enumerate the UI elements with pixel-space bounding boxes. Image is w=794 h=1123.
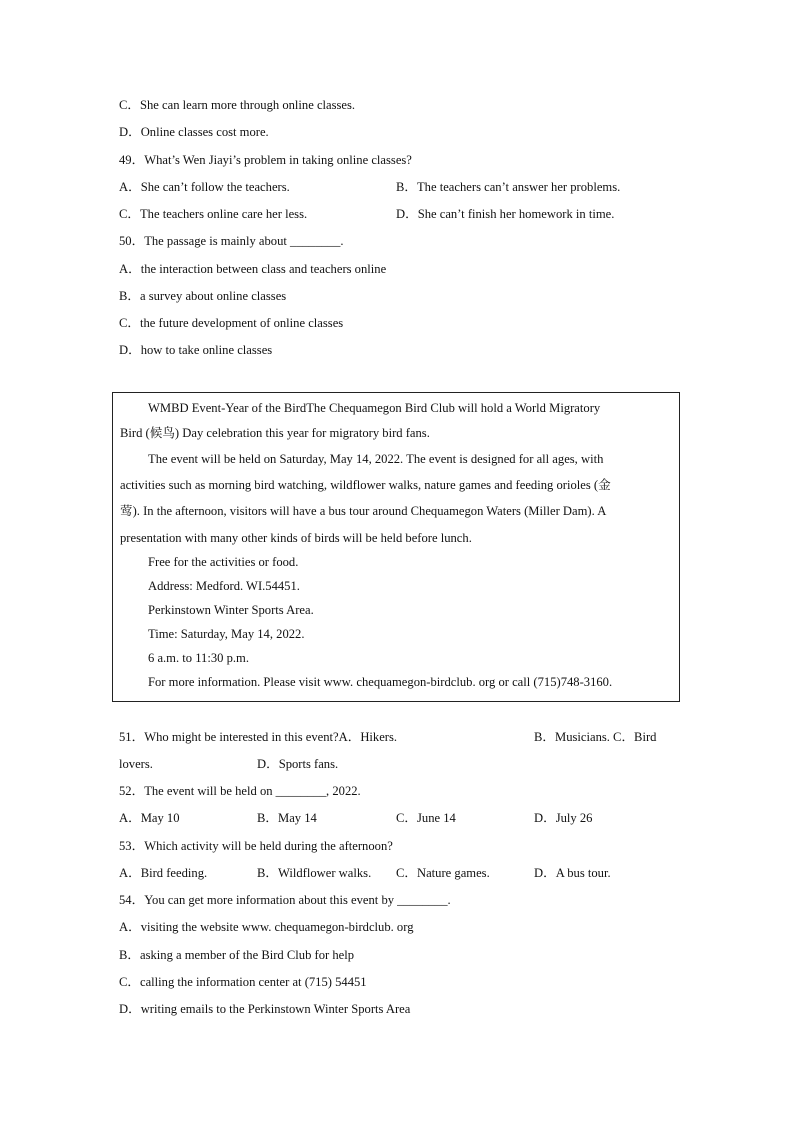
reading-passage-box — [112, 392, 680, 702]
passage-time: Time: Saturday, May 14, 2022. — [148, 627, 305, 641]
q49-option-b: B．The teachers can’t answer her problems. — [396, 180, 621, 194]
q50-option-b: B．a survey about online classes — [119, 289, 287, 303]
q53-option-d: D．A bus tour. — [534, 866, 611, 880]
q49-option-c: C．The teachers online care her less. — [119, 207, 308, 221]
q50-option-c: C．the future development of online classes — [119, 316, 344, 330]
q51-question: 51．Who might be interested in this event?A．Hikers. — [119, 730, 398, 744]
passage-address: Address: Medford. WI.54451. — [148, 579, 300, 593]
passage-line-5: 莺). In the afternoon, visitors will have a bus tour around Chequamegon Waters (Miller Dam). A — [120, 504, 607, 518]
q52-option-c: C．June 14 — [396, 811, 456, 825]
q51-options-bc: B．Musicians. C．Bird — [534, 730, 657, 744]
q53-option-b: B．Wildflower walks. — [257, 866, 372, 880]
q50-option-d: D．how to take online classes — [119, 343, 273, 357]
q52-option-d: D．July 26 — [534, 811, 593, 825]
q52-option-a: A．May 10 — [119, 811, 180, 825]
q48-option-c: C．She can learn more through online classes. — [119, 98, 356, 112]
q54-option-a: A．visiting the website www. chequamegon-birdclub. org — [119, 920, 414, 934]
passage-line-1: WMBD Event-Year of the BirdThe Chequamegon Bird Club will hold a World Migratory — [148, 401, 601, 415]
q50-option-a: A．the interaction between class and teachers online — [119, 262, 387, 276]
q49-option-a: A．She can’t follow the teachers. — [119, 180, 290, 194]
passage-line-3: The event will be held on Saturday, May 14, 2022. The event is designed for all ages, with — [148, 452, 604, 466]
q53-option-a: A．Bird feeding. — [119, 866, 208, 880]
q51-option-d: D．Sports fans. — [257, 757, 339, 771]
q54-option-c: C．calling the information center at (715) 54451 — [119, 975, 367, 989]
q54-question: 54．You can get more information about this event by ________. — [119, 893, 451, 907]
q54-option-d: D．writing emails to the Perkinstown Winter Sports Area — [119, 1002, 411, 1016]
passage-venue: Perkinstown Winter Sports Area. — [148, 603, 314, 617]
q52-option-b: B．May 14 — [257, 811, 317, 825]
q53-option-c: C．Nature games. — [396, 866, 490, 880]
passage-line-6: presentation with many other kinds of birds will be held before lunch. — [120, 531, 472, 545]
q52-question: 52．The event will be held on ________, 2022. — [119, 784, 361, 798]
passage-line-4: activities such as morning bird watching, wildflower walks, nature games and feeding orioles (金 — [120, 478, 611, 492]
q49-question: 49．What’s Wen Jiayi’s problem in taking online classes? — [119, 153, 412, 167]
passage-more-info: For more information. Please visit www. chequamegon-birdclub. org or call (715)748-3160. — [148, 675, 613, 689]
q53-question: 53．Which activity will be held during the afternoon? — [119, 839, 393, 853]
q51-option-c-cont: lovers. — [119, 757, 153, 771]
q49-option-d: D．She can’t finish her homework in time. — [396, 207, 615, 221]
q54-option-b: B．asking a member of the Bird Club for help — [119, 948, 355, 962]
q50-question: 50．The passage is mainly about ________. — [119, 234, 344, 248]
passage-line-2: Bird (候鸟) Day celebration this year for migratory bird fans. — [120, 426, 430, 440]
q48-option-d: D．Online classes cost more. — [119, 125, 269, 139]
passage-hours: 6 a.m. to 11:30 p.m. — [148, 651, 249, 665]
passage-line-7: Free for the activities or food. — [148, 555, 299, 569]
